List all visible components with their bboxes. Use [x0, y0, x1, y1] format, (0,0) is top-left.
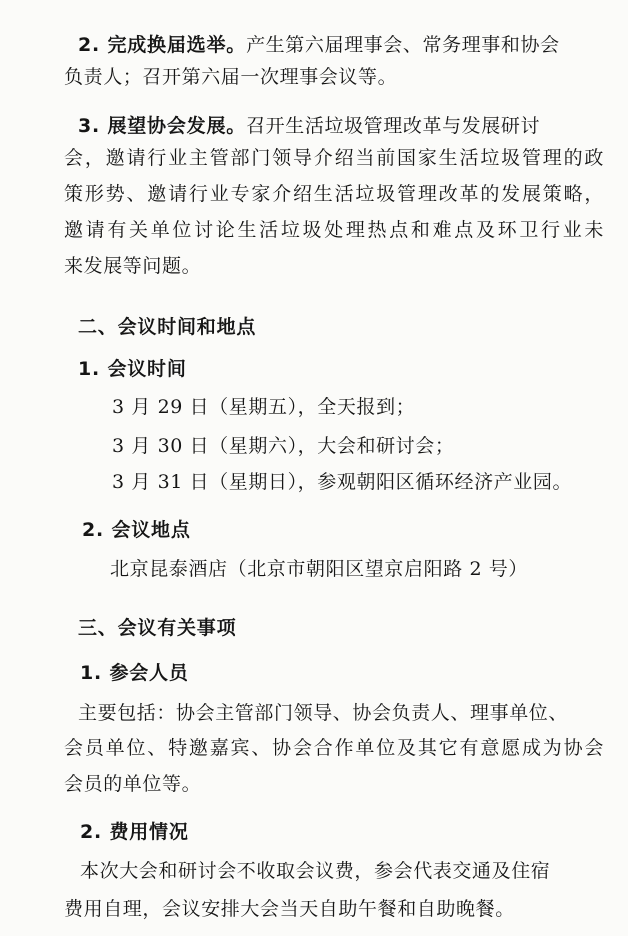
item3-line-5: 来发展等问题。	[64, 255, 202, 277]
schedule-day-1: 3 月 29 日（星期五），全天报到；	[112, 396, 416, 418]
attendees-line-1: 主要包括：协会主管部门领导、协会负责人、理事单位、	[78, 702, 569, 724]
attendees-heading: 1. 参会人员	[80, 662, 189, 684]
item3-text: 召开生活垃圾管理改革与发展研讨	[246, 115, 541, 137]
schedule-day-2: 3 月 30 日（星期六），大会和研讨会；	[112, 435, 455, 457]
item3-line-1	[78, 113, 540, 139]
item2-line-2: 负责人；召开第六届一次理事会议等。	[64, 66, 398, 88]
meeting-place-heading: 2. 会议地点	[82, 519, 191, 541]
attendees-line-3: 会员的单位等。	[64, 773, 202, 795]
item2-line-1	[78, 32, 560, 58]
fees-heading: 2. 费用情况	[80, 821, 189, 843]
section2-heading: 二、会议时间和地点	[78, 316, 257, 338]
item2-text: 产生第六届理事会、常务理事和协会	[246, 34, 560, 56]
attendees-line-2: 会员单位、特邀嘉宾、协会合作单位及其它有意愿成为协会	[64, 737, 604, 759]
item3-line-4: 邀请有关单位讨论生活垃圾处理热点和难点及环卫行业未	[64, 219, 604, 241]
item2-heading: 2. 完成换届选举。	[78, 34, 247, 56]
meeting-time-heading: 1. 会议时间	[78, 358, 187, 380]
schedule-day-3: 3 月 31 日（星期日），参观朝阳区循环经济产业园。	[112, 471, 573, 493]
fees-line-2: 费用自理，会议安排大会当天自助午餐和自助晚餐。	[64, 898, 515, 920]
item3-heading: 3. 展望协会发展。	[78, 115, 247, 137]
item3-line-3: 策形势、邀请行业专家介绍生活垃圾管理改革的发展策略，	[64, 183, 604, 205]
section3-heading: 三、会议有关事项	[78, 617, 237, 639]
fees-line-1: 本次大会和研讨会不收取会议费，参会代表交通及住宿	[80, 860, 551, 882]
meeting-place-address: 北京昆泰酒店（北京市朝阳区望京启阳路 2 号）	[110, 558, 528, 580]
item3-line-2: 会，邀请行业主管部门领导介绍当前国家生活垃圾管理的政	[64, 147, 604, 169]
